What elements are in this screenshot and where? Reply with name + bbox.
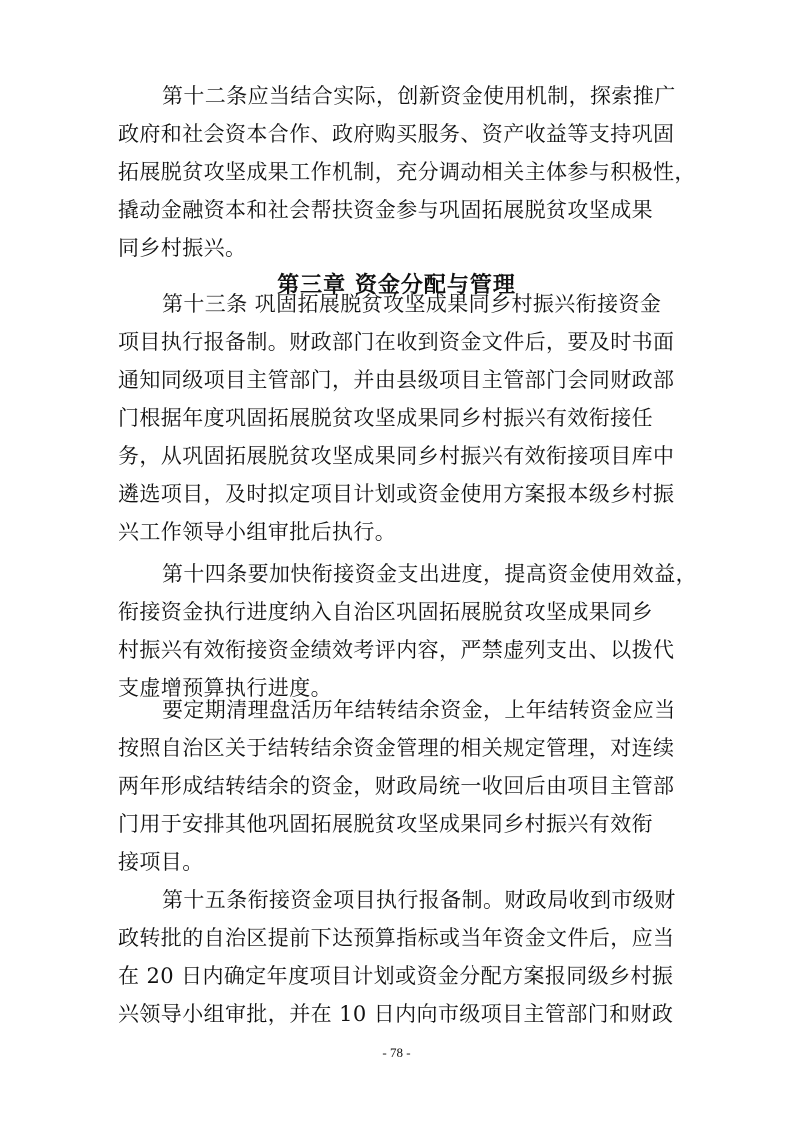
text-line: 在 20 日内确定年度项目计划或资金分配方案报同级乡村振 xyxy=(118,964,674,988)
text-line: 项目执行报备制。财政部门在收到资金文件后，要及时书面 xyxy=(118,330,675,354)
text-line: 衔接资金执行进度纳入自治区巩固拓展脱贫攻坚成果同乡 xyxy=(118,600,653,624)
text-line: 务，从巩固拓展脱贫攻坚成果同乡村振兴有效衔接项目库中 xyxy=(118,444,675,468)
page-number: - 78 - xyxy=(382,1045,411,1060)
text-line: 政转批的自治区提前下达预算指标或当年资金文件后，应当 xyxy=(118,926,675,950)
text-line: 村振兴有效衔接资金绩效考评内容，严禁虚列支出、以拨代 xyxy=(118,638,675,662)
chapter-heading: 第三章 资金分配与管理 xyxy=(277,273,516,298)
text-line: 接项目。 xyxy=(118,850,204,874)
text-line: 门用于安排其他巩固拓展脱贫攻坚成果同乡村振兴有效衔 xyxy=(118,812,653,836)
text-line: 拓展脱贫攻坚成果工作机制，充分调动相关主体参与积极性， xyxy=(118,160,696,184)
text-line: 第十三条 巩固拓展脱贫攻坚成果同乡村振兴衔接资金 xyxy=(162,292,662,316)
text-line: 撬动金融资本和社会帮扶资金参与巩固拓展脱贫攻坚成果 xyxy=(118,198,653,222)
text-line: 同乡村振兴。 xyxy=(118,236,247,260)
text-line: 遴选项目，及时拟定项目计划或资金使用方案报本级乡村振 xyxy=(118,482,675,506)
text-line: 第十四条要加快衔接资金支出进度，提高资金使用效益， xyxy=(162,562,697,586)
text-line: 第十五条衔接资金项目执行报备制。财政局收到市级财 xyxy=(162,888,676,912)
text-line: 第十二条应当结合实际，创新资金使用机制，探索推广 xyxy=(162,84,676,108)
text-line: 要定期清理盘活历年结转结余资金，上年结转资金应当 xyxy=(162,698,676,722)
text-line: 政府和社会资本合作、政府购买服务、资产收益等支持巩固 xyxy=(118,122,675,146)
text-line: 兴领导小组审批，并在 10 日内向市级项目主管部门和财政 xyxy=(118,1002,674,1026)
text-line: 按照自治区关于结转结余资金管理的相关规定管理，对连续 xyxy=(118,736,675,760)
text-line: 两年形成结转结余的资金，财政局统一收回后由项目主管部 xyxy=(118,774,675,798)
text-line: 支虚增预算执行进度。 xyxy=(118,676,332,700)
text-line: 兴工作领导小组审批后执行。 xyxy=(118,520,397,544)
text-line: 通知同级项目主管部门，并由县级项目主管部门会同财政部 xyxy=(118,368,675,392)
text-line: 门根据年度巩固拓展脱贫攻坚成果同乡村振兴有效衔接任 xyxy=(118,406,653,430)
